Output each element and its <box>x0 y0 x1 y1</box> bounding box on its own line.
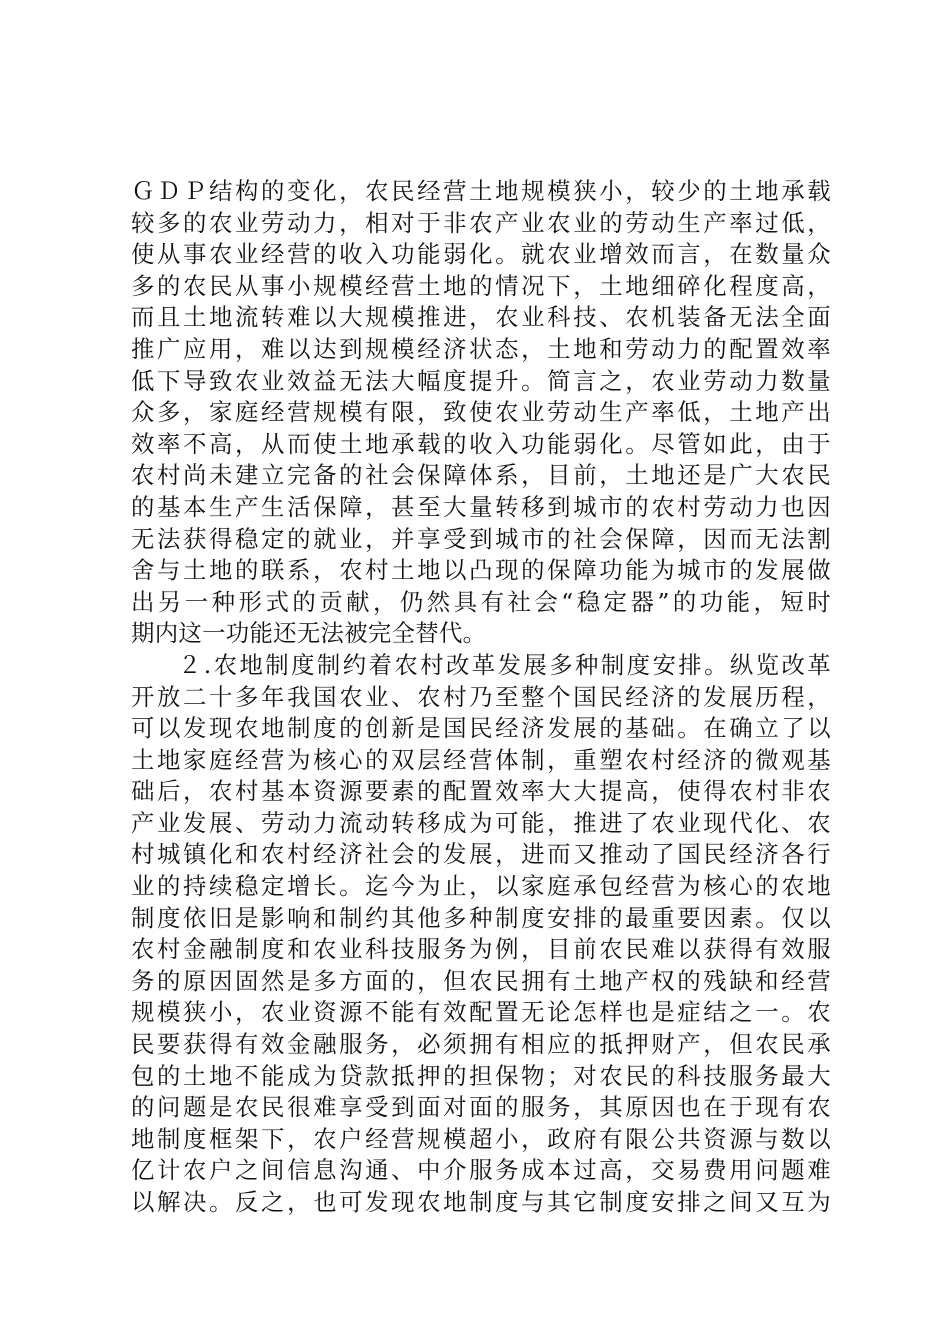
text-line: 业的持续稳定增长。迄今为止，以家庭承包经营为核心的农地 <box>131 872 831 901</box>
text-line: 舍与土地的联系，农村土地以凸现的保障功能为城市的发展做 <box>131 556 831 585</box>
paragraph-2 <box>131 650 831 1219</box>
text-line: 出另一种形式的贡献，仍然具有社会“稳定器”的功能，短时 <box>131 587 831 616</box>
text-line: 众多，家庭经营规模有限，致使农业劳动生产率低，土地产出 <box>131 398 831 427</box>
text-line: 土地家庭经营为核心的双层经营体制，重塑农村经济的微观基 <box>131 745 831 774</box>
text-line: 较多的农业劳动力，相对于非农产业农业的劳动生产率过低， <box>131 208 831 237</box>
text-line: 的问题是农民很难享受到面对面的服务，其原因也在于现有农 <box>131 1093 831 1122</box>
text-line: 地制度框架下，农户经营规模超小，政府有限公共资源与数以 <box>131 1124 831 1153</box>
text-line: 的基本生产生活保障，甚至大量转移到城市的农村劳动力也因 <box>131 492 831 521</box>
text-line: 多的农民从事小规模经营土地的情况下，土地细碎化程度高， <box>131 271 831 300</box>
text-line: 使从事农业经营的收入功能弱化。就农业增效而言，在数量众 <box>131 240 831 269</box>
body-text <box>131 176 831 1219</box>
text-line: 开放二十多年我国农业、农村乃至整个国民经济的发展历程， <box>131 682 831 711</box>
text-line: 础后，农村基本资源要素的配置效率大大提高，使得农村非农 <box>131 777 831 806</box>
text-line: 务的原因固然是多方面的，但农民拥有土地产权的残缺和经营 <box>131 966 831 995</box>
text-line: 期内这一功能还无法被完全替代。 <box>131 619 487 648</box>
text-line: 可以发现农地制度的创新是国民经济发展的基础。在确立了以 <box>131 714 831 743</box>
text-line: 而且土地流转难以大规模推进，农业科技、农机装备无法全面 <box>131 303 831 332</box>
text-line: 产业发展、劳动力流动转移成为可能，推进了农业现代化、农 <box>131 808 831 837</box>
text-line: 包的土地不能成为贷款抵押的担保物；对农民的科技服务最大 <box>131 1061 831 1090</box>
paragraph-1 <box>131 176 831 650</box>
text-line: 民要获得有效金融服务，必须拥有相应的抵押财产，但农民承 <box>131 1030 831 1059</box>
text-line: 无法获得稳定的就业，并享受到城市的社会保障，因而无法割 <box>131 524 831 553</box>
text-line: 以解决。反之，也可发现农地制度与其它制度安排之间又互为 <box>131 1188 831 1216</box>
text-line: 亿计农户之间信息沟通、中介服务成本过高，交易费用问题难 <box>131 1156 831 1185</box>
text-line: 村城镇化和农村经济社会的发展，进而又推动了国民经济各行 <box>131 840 831 869</box>
text-line: ２.农地制度制约着农村改革发展多种制度安排。纵览改革 <box>178 650 831 679</box>
text-line: 效率不高，从而使土地承载的收入功能弱化。尽管如此，由于 <box>131 429 831 458</box>
text-line: 制度依旧是影响和制约其他多种制度安排的最重要因素。仅以 <box>131 903 831 932</box>
text-line: 规模狭小，农业资源不能有效配置无论怎样也是症结之一。农 <box>131 998 831 1027</box>
text-line: 低下导致农业效益无法大幅度提升。简言之，农业劳动力数量 <box>131 366 831 395</box>
text-line: 农村尚未建立完备的社会保障体系，目前，土地还是广大农民 <box>131 461 831 490</box>
text-line: 农村金融制度和农业科技服务为例，目前农民难以获得有效服 <box>131 935 831 964</box>
text-line: 推广应用，难以达到规模经济状态，土地和劳动力的配置效率 <box>131 334 831 363</box>
text-line: ＧＤＰ结构的变化，农民经营土地规模狭小，较少的土地承载 <box>131 177 831 205</box>
